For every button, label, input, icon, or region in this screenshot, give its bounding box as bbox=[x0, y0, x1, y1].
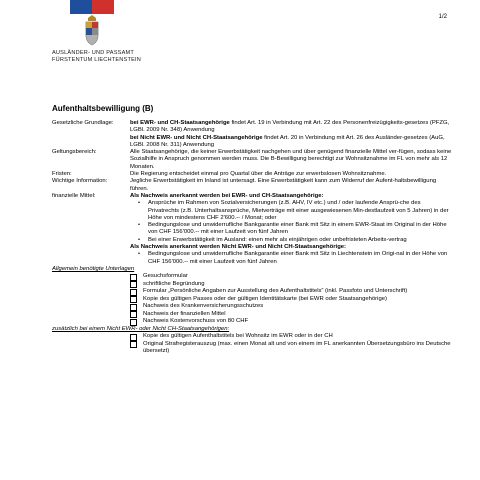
checkbox[interactable] bbox=[130, 274, 137, 281]
funds-label: finanzielle Mittel: bbox=[52, 192, 96, 199]
list-item: • Bedingungslose und unwiderrufliche Bankgarantie einer Bank mit Sitz in einem EWR-Staat im Original in der Höhe von CHF 156'000.-- mit einer Laufzeit von fünf Jahren bbox=[148, 222, 452, 237]
docs-checklist bbox=[52, 273, 452, 326]
coat-of-arms-icon bbox=[84, 15, 100, 46]
list-item bbox=[130, 296, 452, 304]
checklist-label: Gesuchsformular bbox=[143, 273, 188, 280]
deadline-value: Die Regierung entscheidet einmal pro Quartal über die Anträge zur erwerbslosen Wohnsitznahme. bbox=[130, 171, 387, 178]
scope-row bbox=[52, 149, 452, 171]
office-name bbox=[52, 50, 141, 63]
list-item bbox=[130, 318, 452, 326]
office-name-line1: AUSLÄNDER- UND PASSAMT bbox=[52, 50, 134, 56]
list-item: • Bei einer Erwerbstätigkeit im Ausland: einen mehr als einjährigen oder unbefristeten Arbeits-vertrag bbox=[148, 237, 452, 244]
extra-docs-heading: zusätzlich bei einem Nicht EWR- oder Nicht CH-Staatsangehörigen: bbox=[52, 325, 230, 332]
document-title: Aufenthaltsbewilligung (B) bbox=[52, 104, 154, 113]
legal-basis-ewr-bold: bei EWR- und CH-Staatsangehörige bbox=[130, 120, 230, 126]
checklist-label: schriftliche Begründung bbox=[143, 280, 205, 287]
office-name-line2: FÜRSTENTUM LIECHTENSTEIN bbox=[52, 56, 142, 63]
docs-heading: Allgemein benötigte Unterlagen bbox=[52, 265, 135, 272]
flag-blue-stripe bbox=[70, 0, 92, 14]
checkbox[interactable] bbox=[130, 289, 137, 296]
legal-basis-value bbox=[130, 120, 452, 149]
checklist-label: Nachweis des Krankenversicherungsschutzes bbox=[143, 303, 264, 310]
checkbox[interactable] bbox=[130, 319, 137, 326]
funds-list-ewr bbox=[130, 200, 452, 244]
list-item: • Ansprüche im Rahmen von Sozialversicherungen (z.B. AHV, IV etc.) und / oder laufende Ansprü-che des Privatrechts (z.B. Unterhaltsansprüche, Mietverträge mit einer ausgewiesenen Min-destlaufzeit von 5 Jahren) in der Höhe von mindestens CHF 2'600.-- / Monat; oder bbox=[148, 200, 452, 222]
extra-docs-checklist bbox=[52, 333, 452, 355]
checkbox[interactable] bbox=[130, 311, 137, 318]
checkbox[interactable] bbox=[130, 296, 137, 303]
checkbox[interactable] bbox=[130, 281, 137, 288]
checkbox[interactable] bbox=[130, 341, 137, 348]
document-body bbox=[52, 120, 452, 355]
list-item bbox=[130, 303, 452, 311]
legal-basis-ewr-text: findet Art. 19 in Verbindung mit Art. 22 des Personenfreizügigkeits-gesetzes (PFZG, LGBl. 2009 Nr. 348) Anwendung bbox=[130, 120, 450, 134]
legal-basis-row bbox=[52, 120, 452, 149]
info-value: Jegliche Erwerbstätigkeit im Inland ist untersagt. Eine Erwerbstätigkeit kann zum Widerruf der Aufent-haltsbewilligung führen. bbox=[130, 178, 437, 192]
checklist-label: Kopie des gültigen Passes oder der gültigen Identitätskarte (bei EWR oder Staatsangehörige) bbox=[143, 295, 387, 302]
checklist-label: Original Strafregisterauszug (max. einen Monat alt und von einem im FL anerkannten Übersetzungsbüro ins Deutsche übersetzt) bbox=[143, 340, 451, 354]
deadline-row bbox=[52, 171, 452, 178]
funds-heading-ewr: Als Nachweis anerkannt werden bei EWR- und CH-Staatsangehörige: bbox=[130, 192, 324, 199]
list-item bbox=[130, 281, 452, 289]
info-label: Wichtige Information: bbox=[52, 178, 108, 185]
checklist-label: Nachweis der finanziellen Mittel bbox=[143, 310, 226, 317]
page-number: 1/2 bbox=[438, 14, 447, 20]
list-item: • Bedingungslose und unwiderrufliche Bankgarantie einer Bank mit Sitz in Liechtenstein im Origi-nal in der Höhe von CHF 156'000.-- mit einer Laufzeit von fünf Jahren bbox=[148, 251, 452, 266]
checklist-label: Kopie des gültigen Aufenthaltstitels bei Wohnsitz im EWR oder in der CH bbox=[143, 333, 333, 340]
list-item bbox=[130, 333, 452, 341]
list-item bbox=[130, 311, 452, 319]
list-item bbox=[130, 273, 452, 281]
info-row bbox=[52, 178, 452, 193]
checkbox[interactable] bbox=[130, 304, 137, 311]
scope-label: Geltungsbereich: bbox=[52, 149, 97, 156]
funds-row bbox=[52, 193, 452, 266]
deadline-label: Fristen: bbox=[52, 171, 72, 178]
funds-value bbox=[130, 193, 452, 266]
flag-red-stripe bbox=[92, 0, 114, 14]
checklist-label: Nachweis Kostenvorschuss von 80 CHF bbox=[143, 318, 249, 325]
legal-basis-nonewr-text: findet Art. 20 in Verbindung mit Art. 26 des Ausländer-gesetzes (AuG, LGBl. 2008 Nr. 311) Anwendung bbox=[130, 134, 445, 148]
legal-basis-nonewr-bold: bei Nicht EWR- und Nicht CH-Staatsangehörige bbox=[130, 134, 263, 141]
legal-basis-label: Gesetzliche Grundlage: bbox=[52, 120, 114, 126]
checkbox[interactable] bbox=[130, 334, 137, 341]
funds-heading-nonewr: Als Nachweis anerkannt werden Nicht EWR- und Nicht CH-Staatsangehörige: bbox=[130, 244, 347, 251]
funds-list-nonewr bbox=[130, 251, 452, 266]
list-item bbox=[130, 341, 452, 356]
liechtenstein-logo bbox=[70, 0, 114, 46]
list-item bbox=[130, 288, 452, 296]
checklist-label: Formular „Persönliche Angaben zur Ausstellung des Aufenthaltstitels“ (inkl. Passfoto und Unterschrift) bbox=[143, 288, 408, 295]
scope-value: Alle Staatsangehörige, die keiner Erwerbstätigkeit nachgehen und über genügend finanzielle Mittel ver-fügen, sodass keine Sozialhilfe in Anspruch genommen werden muss. Die B-Bewilligung berechtigt zur Wohnsitznahme im FL von mehr als 12 Monaten. bbox=[130, 149, 452, 170]
